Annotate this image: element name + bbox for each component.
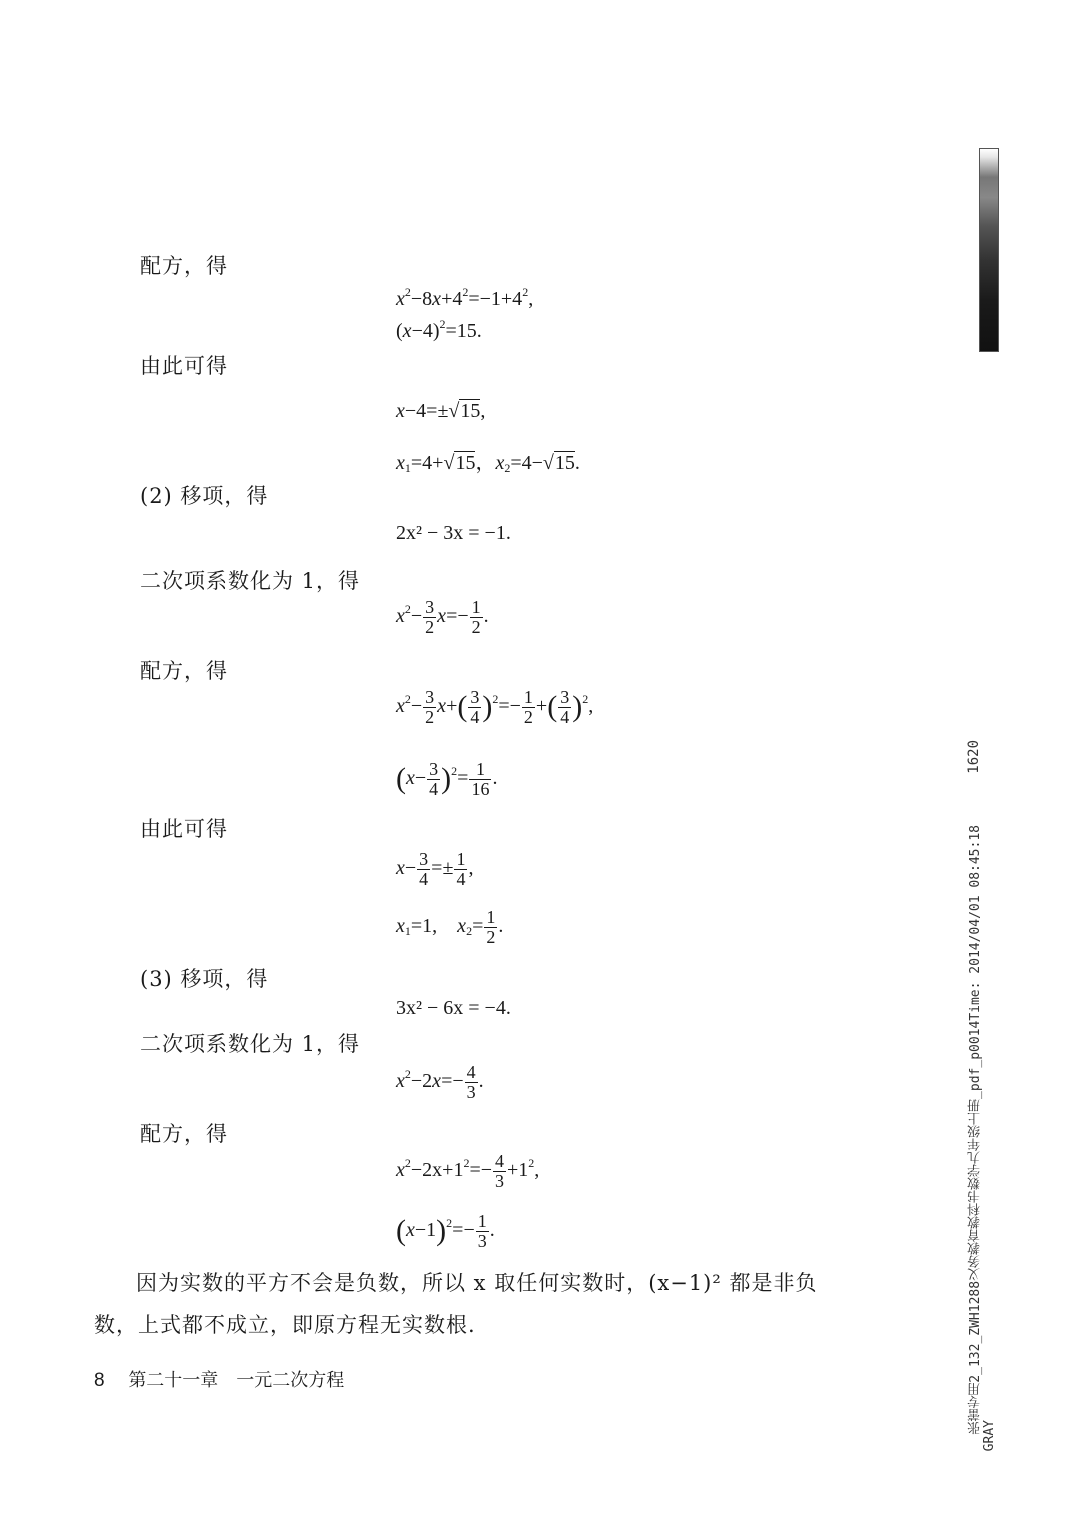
step-label-complete-square-2: 配方，得: [140, 659, 228, 683]
equation-11: 3x² − 6x = −4.: [396, 997, 511, 1019]
eq4-radicand-1: 15: [455, 452, 476, 474]
equation-5: 2x² − 3x = −1.: [396, 522, 511, 544]
equation-14: $(x-1)^2=-$ $\frac{1}{3}$ .: [396, 1211, 495, 1251]
step-label-hence-2: 由此可得: [140, 817, 228, 841]
equation-2: $(x-4)^2=15$.: [396, 317, 482, 342]
eq10-rhs: =1,: [410, 914, 438, 937]
equation-1: $x^2-8x+4^2=-1+4^2$,: [396, 285, 534, 310]
step-label-complete-square-3: 配方，得: [140, 1122, 228, 1146]
chapter-title: 第二十一章 一元二次方程: [128, 1370, 345, 1391]
equation-8: (x− $\frac{3}{4}$ )$^2$= $\frac{1}{16}$ .: [396, 759, 498, 799]
eq13-a: −2x+1: [410, 1158, 464, 1181]
equation-10: $x_1=1$, $x_2=$ $\frac{1}{2}$ .: [396, 907, 504, 947]
eq3-radicand: 15: [460, 400, 481, 422]
equation-6: $x^2-$ $\frac{3}{2}$ x=− $\frac{1}{2}$ .: [396, 597, 489, 637]
margin-code: 1620: [966, 740, 982, 774]
margin-stamp: 张蕾专用2_132_ZWH1288义务教育教科书数学九年级上册_pdf_p0014Time: 2014/04/01 08:45:18: [968, 825, 983, 1435]
step-label-coef-2: 二次项系数化为 1，得: [140, 1032, 361, 1056]
eq1-const: −1+4: [479, 288, 523, 310]
gray-scale-strip: [979, 148, 999, 352]
equation-13: $x^2-2x+1^2=-$ $\frac{4}{3}$ $+1^2$,: [396, 1151, 540, 1191]
equation-12: $x^2-2x=-$ $\frac{4}{3}$ .: [396, 1062, 484, 1102]
equation-7: $x^2-$ $\frac{3}{2}$ x+( $\frac{3}{4}$ )$^2$=− $\frac{1}{2}$ +( $\frac{3}{4}$ )$^2$,: [396, 687, 594, 727]
equation-9: x− $\frac{3}{4}$ =± $\frac{1}{4}$ ,: [396, 849, 474, 889]
eq4-radicand-2: 15: [554, 452, 575, 474]
equation-3: x−4=±√15,: [396, 400, 486, 422]
margin-gray-label: GRAY: [982, 1420, 997, 1452]
step-label-hence-1: 由此可得: [140, 354, 228, 378]
page-footer: [94, 1366, 344, 1392]
step-label-coef-1: 二次项系数化为 1，得: [140, 569, 361, 593]
frac-1-2: $\frac{1}{2}$: [471, 597, 481, 637]
conclusion-paragraph: 因为实数的平方不会是负数，所以 x 取任何实数时，(x−1)² 都是非负数，上式都不成立，即原方程无实数根.: [94, 1271, 818, 1337]
equation-4: $x_1=4+√15$，$x_2=4-√15$.: [396, 452, 580, 475]
step-label-complete-square-1: 配方，得: [140, 254, 228, 278]
page-number: 8: [94, 1370, 105, 1391]
eq2-rhs: =15.: [445, 320, 482, 342]
part-3-label: (3) 移项，得: [140, 967, 269, 991]
part-2-label: (2) 移项，得: [140, 484, 269, 508]
frac-3-2: $\frac{3}{2}$: [425, 597, 435, 637]
